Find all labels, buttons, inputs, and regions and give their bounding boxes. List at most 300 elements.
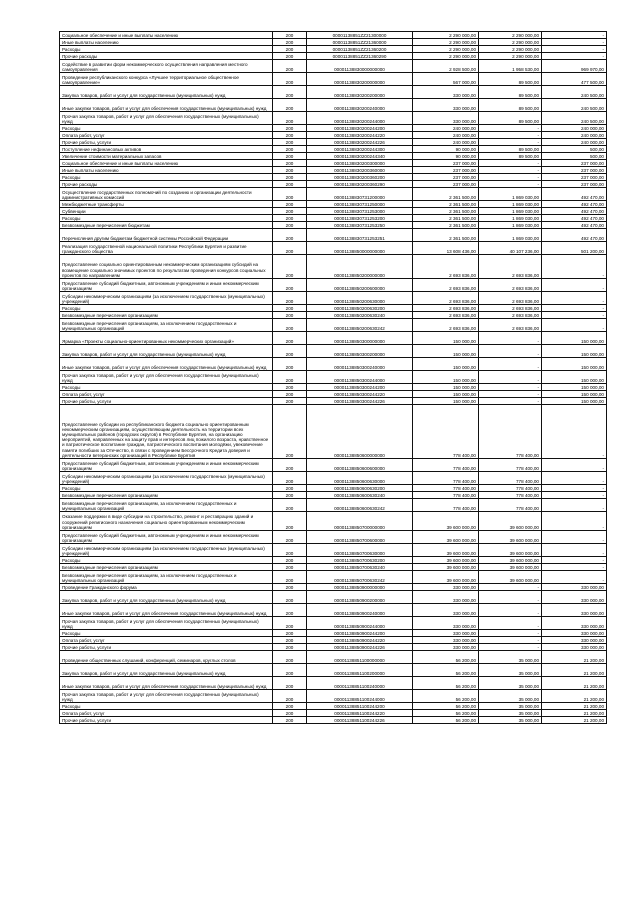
row-line-code: 200: [273, 651, 307, 664]
row-classification-code: 00001138850700630240: [307, 564, 413, 571]
row-classification-code: 00001138850200630200: [307, 305, 413, 312]
row-approved-amount: 39 600 000,00: [413, 571, 479, 584]
table-row: [60, 215, 607, 222]
row-name: Расходы: [60, 305, 273, 312]
row-line-code: 200: [273, 292, 307, 305]
row-name: Прочие работы, услуги: [60, 717, 273, 724]
row-approved-amount: 778 400,00: [413, 405, 479, 459]
row-executed-amount: 39 600 000,00: [479, 557, 542, 564]
row-executed-amount: 1 869 030,00: [479, 222, 542, 229]
row-approved-amount: 2 290 000,00: [413, 53, 479, 60]
row-line-code: 200: [273, 664, 307, 677]
row-approved-amount: 90 000,00: [413, 146, 479, 153]
row-name: Иные выплаты населению: [60, 167, 273, 174]
row-name: Прочие расходы: [60, 53, 273, 60]
row-name: Социальное обеспечение и иные выплаты населению: [60, 160, 273, 167]
row-approved-amount: 150 000,00: [413, 391, 479, 398]
row-approved-amount: 330 000,00: [413, 637, 479, 644]
row-executed-amount: 1 869 030,00: [479, 229, 542, 242]
row-name: Закупка товаров, работ и услуг для государственных (муниципальных) нужд: [60, 664, 273, 677]
row-executed-amount: 778 400,00: [479, 492, 542, 499]
row-line-code: 200: [273, 544, 307, 557]
row-unexecuted-amount: 150 000,00: [542, 398, 607, 405]
row-approved-amount: 56 200,00: [413, 690, 479, 703]
row-unexecuted-amount: -: [542, 312, 607, 319]
table-row: [60, 312, 607, 319]
table-row: [60, 677, 607, 690]
row-unexecuted-amount: -: [542, 305, 607, 312]
row-executed-amount: 2 693 836,00: [479, 319, 542, 332]
row-approved-amount: 330 000,00: [413, 591, 479, 604]
row-line-code: 200: [273, 492, 307, 499]
row-approved-amount: 39 600 000,00: [413, 544, 479, 557]
row-unexecuted-amount: 21 200,00: [542, 664, 607, 677]
row-name: Прочая закупка товаров, работ и услуг для обеспечения государственных (муниципальных) нужд: [60, 690, 273, 703]
row-unexecuted-amount: -: [542, 39, 607, 46]
row-approved-amount: 2 693 836,00: [413, 312, 479, 319]
table-row: [60, 617, 607, 630]
row-approved-amount: 2 361 500,00: [413, 229, 479, 242]
row-executed-amount: 89 500,00: [479, 86, 542, 99]
row-classification-code: 00001138830200240000: [307, 99, 413, 112]
table-row: [60, 345, 607, 358]
row-approved-amount: 150 000,00: [413, 371, 479, 384]
row-approved-amount: 778 400,00: [413, 485, 479, 492]
row-unexecuted-amount: 492 470,00: [542, 215, 607, 222]
row-classification-code: 00001138830200244340: [307, 153, 413, 160]
row-name: Прочие расходы: [60, 181, 273, 188]
row-line-code: 200: [273, 499, 307, 512]
row-name: Предоставление субсидий бюджетным, автономным учреждениям и иным некоммерческим организациям: [60, 279, 273, 292]
row-unexecuted-amount: 477 500,00: [542, 73, 607, 86]
row-executed-amount: -: [479, 132, 542, 139]
row-executed-amount: 1 869 030,00: [479, 215, 542, 222]
row-executed-amount: -: [479, 371, 542, 384]
row-classification-code: 00001138850700000000: [307, 512, 413, 531]
row-classification-code: 00001138830731250000: [307, 201, 413, 208]
row-line-code: 200: [273, 305, 307, 312]
row-executed-amount: 2 693 836,00: [479, 255, 542, 279]
row-unexecuted-amount: -: [542, 544, 607, 557]
row-name: Проведение республиканского конкурса «Лучшее территориальное общественное самоуправление»: [60, 73, 273, 86]
row-name: Безвозмездные перечисления организациям, за исключением государственных и муниципальных организаций: [60, 571, 273, 584]
row-executed-amount: -: [479, 617, 542, 630]
table-row: [60, 39, 607, 46]
row-classification-code: 00001138851ZZ21360200: [307, 46, 413, 53]
row-line-code: 200: [273, 132, 307, 139]
row-unexecuted-amount: 237 000,00: [542, 181, 607, 188]
row-name: Иные закупки товаров, работ и услуг для обеспечения государственных (муниципальных) нужд: [60, 358, 273, 371]
table-row: [60, 492, 607, 499]
row-unexecuted-amount: -: [542, 32, 607, 39]
row-approved-amount: 778 400,00: [413, 499, 479, 512]
row-name: Иные закупки товаров, работ и услуг для обеспечения государственных (муниципальных) нужд: [60, 99, 273, 112]
table-row: [60, 60, 607, 73]
row-unexecuted-amount: 21 200,00: [542, 717, 607, 724]
row-approved-amount: 330 000,00: [413, 584, 479, 591]
row-name: Предоставление субсидии из республиканского бюджета социально ориентированным некоммерческим организациям, осуществляющим деятельность на территории всех муниципальных районов (городских округов) в Республике Бурятия, на организацию мероприятий, направленных на защиту прав и интересов лиц пожилого возраста, нравственное и патриотическое воспитание граждан, патриотического воспитания молодёжи, увековечение памяти погибших за Отечество, в связи с проведением Бессрочного Кредита доверия и деятельности ветеранских организаций в Республике Бурятия: [60, 405, 273, 459]
row-unexecuted-amount: 330 000,00: [542, 637, 607, 644]
row-line-code: 200: [273, 677, 307, 690]
row-name: Безвозмездные перечисления организациям: [60, 492, 273, 499]
row-executed-amount: -: [479, 604, 542, 617]
row-name: Ярмарка «Проекты социально-ориентированных некоммерческих организаций»: [60, 332, 273, 345]
row-unexecuted-amount: -: [542, 279, 607, 292]
row-name: Иные закупки товаров, работ и услуг для обеспечения государственных (муниципальных) нужд: [60, 604, 273, 617]
row-approved-amount: 240 000,00: [413, 132, 479, 139]
row-name: Предоставление субсидий бюджетным, автономным учреждениям и иным некоммерческим организациям: [60, 459, 273, 472]
row-line-code: 200: [273, 703, 307, 710]
row-unexecuted-amount: 240 000,00: [542, 125, 607, 132]
row-classification-code: 00001138830200360200: [307, 174, 413, 181]
row-executed-amount: 35 000,00: [479, 651, 542, 664]
table-row: [60, 229, 607, 242]
row-line-code: 200: [273, 398, 307, 405]
row-classification-code: 00001138830200244200: [307, 125, 413, 132]
row-executed-amount: 89 500,00: [479, 153, 542, 160]
row-classification-code: 00001138850300244226: [307, 398, 413, 405]
row-executed-amount: -: [479, 174, 542, 181]
row-executed-amount: -: [479, 391, 542, 398]
table-row: [60, 174, 607, 181]
table-row: [60, 73, 607, 86]
table-row: [60, 208, 607, 215]
row-approved-amount: 39 600 000,00: [413, 564, 479, 571]
row-line-code: 200: [273, 644, 307, 651]
row-unexecuted-amount: -: [542, 46, 607, 53]
row-unexecuted-amount: 237 000,00: [542, 167, 607, 174]
row-approved-amount: 2 693 836,00: [413, 279, 479, 292]
row-classification-code: 00001138851100244220: [307, 710, 413, 717]
row-unexecuted-amount: -: [542, 405, 607, 459]
table-row: [60, 485, 607, 492]
row-approved-amount: 150 000,00: [413, 398, 479, 405]
row-line-code: 200: [273, 46, 307, 53]
table-row: [60, 125, 607, 132]
table-row: [60, 459, 607, 472]
row-name: Содействие в развитии форм некоммерческого осуществления направления местного самоуправления: [60, 60, 273, 73]
row-line-code: 200: [273, 60, 307, 73]
table-row: [60, 153, 607, 160]
row-executed-amount: 1 869 030,00: [479, 201, 542, 208]
row-name: Безвозмездные перечисления организациям, за исключением государственных и муниципальных организаций: [60, 319, 273, 332]
row-executed-amount: 35 000,00: [479, 717, 542, 724]
row-classification-code: 00001138850200630242: [307, 319, 413, 332]
row-line-code: 200: [273, 717, 307, 724]
row-classification-code: 00001138850300244000: [307, 371, 413, 384]
table-row: [60, 544, 607, 557]
row-classification-code: 00001138830200244220: [307, 132, 413, 139]
table-row: [60, 717, 607, 724]
table-row: [60, 371, 607, 384]
row-classification-code: 00001138850900200000: [307, 591, 413, 604]
row-name: Субсидии некоммерческим организациям (за исключением государственных (муниципальных) учреждений): [60, 544, 273, 557]
row-unexecuted-amount: 969 970,00: [542, 60, 607, 73]
row-line-code: 200: [273, 312, 307, 319]
row-approved-amount: 56 200,00: [413, 703, 479, 710]
row-line-code: 200: [273, 617, 307, 630]
table-row: [60, 112, 607, 125]
row-classification-code: 00001138830731253250: [307, 222, 413, 229]
row-unexecuted-amount: 240 500,00: [542, 86, 607, 99]
row-approved-amount: 237 000,00: [413, 160, 479, 167]
row-line-code: 200: [273, 229, 307, 242]
row-unexecuted-amount: 21 200,00: [542, 710, 607, 717]
row-executed-amount: 1 869 030,00: [479, 208, 542, 215]
row-unexecuted-amount: 150 000,00: [542, 384, 607, 391]
row-classification-code: 00001138830731200000: [307, 188, 413, 201]
row-name: Предоставление субсидий бюджетным, автономным учреждениям и иным некоммерческим организациям: [60, 531, 273, 544]
row-executed-amount: 39 600 000,00: [479, 544, 542, 557]
row-approved-amount: 330 000,00: [413, 86, 479, 99]
row-name: Закупка товаров, работ и услуг для государственных (муниципальных) нужд: [60, 591, 273, 604]
row-name: Осуществление государственных полномочий по созданию и организации деятельности административных комиссий: [60, 188, 273, 201]
row-executed-amount: 2 693 836,00: [479, 312, 542, 319]
row-line-code: 200: [273, 188, 307, 201]
row-unexecuted-amount: 150 000,00: [542, 358, 607, 371]
row-line-code: 200: [273, 584, 307, 591]
row-approved-amount: 2 693 836,00: [413, 305, 479, 312]
row-line-code: 200: [273, 279, 307, 292]
row-line-code: 200: [273, 174, 307, 181]
row-unexecuted-amount: 330 000,00: [542, 617, 607, 630]
row-line-code: 200: [273, 512, 307, 531]
row-executed-amount: 35 000,00: [479, 703, 542, 710]
row-unexecuted-amount: 21 200,00: [542, 677, 607, 690]
row-line-code: 200: [273, 332, 307, 345]
row-approved-amount: 2 361 500,00: [413, 188, 479, 201]
table-row: [60, 255, 607, 279]
row-executed-amount: 2 290 000,00: [479, 32, 542, 39]
row-classification-code: 00001138850300244220: [307, 391, 413, 398]
table-row: [60, 305, 607, 312]
row-classification-code: 00001138851100244200: [307, 703, 413, 710]
table-row: [60, 319, 607, 332]
row-executed-amount: 35 000,00: [479, 690, 542, 703]
row-name: Социальное обеспечение и иные выплаты населению: [60, 32, 273, 39]
table-row: [60, 651, 607, 664]
row-classification-code: 00001138851100240000: [307, 677, 413, 690]
row-name: Прочая закупка товаров, работ и услуг для обеспечения государственных (муниципальных) нужд: [60, 112, 273, 125]
table-row: [60, 139, 607, 146]
row-executed-amount: 2 290 000,00: [479, 53, 542, 60]
row-approved-amount: 2 290 000,00: [413, 32, 479, 39]
row-line-code: 200: [273, 405, 307, 459]
row-classification-code: 00001138851100244000: [307, 690, 413, 703]
row-approved-amount: 778 400,00: [413, 492, 479, 499]
row-unexecuted-amount: -: [542, 564, 607, 571]
row-line-code: 200: [273, 358, 307, 371]
row-classification-code: 00001138850200000000: [307, 255, 413, 279]
row-line-code: 200: [273, 201, 307, 208]
table-row: [60, 384, 607, 391]
row-approved-amount: 39 600 000,00: [413, 512, 479, 531]
row-approved-amount: 778 400,00: [413, 459, 479, 472]
row-classification-code: 00001138850300200000: [307, 345, 413, 358]
row-executed-amount: 1 958 530,00: [479, 60, 542, 73]
row-line-code: 200: [273, 86, 307, 99]
table-row: [60, 242, 607, 255]
row-classification-code: 00001138850700630000: [307, 544, 413, 557]
table-row: [60, 690, 607, 703]
row-approved-amount: 13 608 436,00: [413, 242, 479, 255]
row-classification-code: 00001138850900244200: [307, 630, 413, 637]
row-classification-code: 00001138830200244226: [307, 139, 413, 146]
row-approved-amount: 2 290 000,00: [413, 39, 479, 46]
row-executed-amount: -: [479, 345, 542, 358]
row-unexecuted-amount: -: [542, 512, 607, 531]
row-approved-amount: 237 000,00: [413, 174, 479, 181]
row-line-code: 200: [273, 167, 307, 174]
row-classification-code: 00001138850300244200: [307, 384, 413, 391]
row-name: Оплата работ, услуг: [60, 391, 273, 398]
row-line-code: 200: [273, 146, 307, 153]
row-line-code: 200: [273, 139, 307, 146]
row-classification-code: 00001138830000000000: [307, 60, 413, 73]
row-executed-amount: 1 869 030,00: [479, 188, 542, 201]
row-unexecuted-amount: 330 000,00: [542, 584, 607, 591]
row-line-code: 200: [273, 160, 307, 167]
row-classification-code: 00001138850900244226: [307, 644, 413, 651]
row-name: Прочие работы, услуги: [60, 644, 273, 651]
table-row: [60, 644, 607, 651]
row-executed-amount: 778 400,00: [479, 459, 542, 472]
row-classification-code: 00001138851100200000: [307, 664, 413, 677]
table-row: [60, 710, 607, 717]
table-row: [60, 391, 607, 398]
row-classification-code: 00001138850300240000: [307, 358, 413, 371]
row-unexecuted-amount: 237 000,00: [542, 160, 607, 167]
table-row: [60, 358, 607, 371]
table-row: [60, 604, 607, 617]
row-executed-amount: -: [479, 332, 542, 345]
row-executed-amount: -: [479, 630, 542, 637]
row-unexecuted-amount: 330 000,00: [542, 630, 607, 637]
table-row: [60, 512, 607, 531]
row-classification-code: 00001138830200244300: [307, 146, 413, 153]
row-executed-amount: -: [479, 358, 542, 371]
row-executed-amount: -: [479, 125, 542, 132]
row-name: Субсидии некоммерческим организациям (за исключением государственных (муниципальных) учреждений): [60, 472, 273, 485]
row-name: Расходы: [60, 384, 273, 391]
row-unexecuted-amount: -: [542, 459, 607, 472]
row-approved-amount: 150 000,00: [413, 358, 479, 371]
row-approved-amount: 237 000,00: [413, 167, 479, 174]
table-row: [60, 201, 607, 208]
row-line-code: 200: [273, 391, 307, 398]
row-approved-amount: 2 361 500,00: [413, 215, 479, 222]
row-line-code: 200: [273, 604, 307, 617]
row-line-code: 200: [273, 564, 307, 571]
row-classification-code: 00001138830731253200: [307, 215, 413, 222]
row-unexecuted-amount: -: [542, 292, 607, 305]
row-name: Субвенции: [60, 208, 273, 215]
row-executed-amount: 2 290 000,00: [479, 46, 542, 53]
table-row: [60, 703, 607, 710]
row-approved-amount: 56 200,00: [413, 651, 479, 664]
row-unexecuted-amount: 21 200,00: [542, 703, 607, 710]
row-approved-amount: 2 361 500,00: [413, 222, 479, 229]
row-unexecuted-amount: -: [542, 53, 607, 60]
row-unexecuted-amount: 500,00: [542, 153, 607, 160]
table-row: [60, 181, 607, 188]
row-classification-code: 00001138851100000000: [307, 651, 413, 664]
row-unexecuted-amount: 237 000,00: [542, 174, 607, 181]
row-classification-code: 00001138830200300000: [307, 160, 413, 167]
row-approved-amount: 237 000,00: [413, 181, 479, 188]
row-approved-amount: 90 000,00: [413, 153, 479, 160]
row-name: Межбюджетные трансферты: [60, 201, 273, 208]
row-name: Проведение общественных слушаний, конференций, семинаров, круглых столов: [60, 651, 273, 664]
row-classification-code: 00001138850900244220: [307, 637, 413, 644]
table-row: [60, 405, 607, 459]
row-unexecuted-amount: 240 500,00: [542, 99, 607, 112]
row-approved-amount: 240 000,00: [413, 139, 479, 146]
row-name: Прочая закупка товаров, работ и услуг для обеспечения государственных (муниципальных) нужд: [60, 371, 273, 384]
row-name: Прочие работы, услуги: [60, 139, 273, 146]
row-executed-amount: -: [479, 160, 542, 167]
table-row: [60, 332, 607, 345]
row-name: Прочая закупка товаров, работ и услуг для обеспечения государственных (муниципальных) нужд: [60, 617, 273, 630]
row-unexecuted-amount: 330 000,00: [542, 591, 607, 604]
row-line-code: 200: [273, 459, 307, 472]
row-executed-amount: -: [479, 591, 542, 604]
row-approved-amount: 56 200,00: [413, 664, 479, 677]
row-executed-amount: 89 500,00: [479, 99, 542, 112]
table-row: [60, 46, 607, 53]
row-name: Расходы: [60, 703, 273, 710]
row-line-code: 200: [273, 53, 307, 60]
row-name: Иные выплаты населению: [60, 39, 273, 46]
row-classification-code: 00001138830200244000: [307, 112, 413, 125]
row-unexecuted-amount: -: [542, 319, 607, 332]
row-executed-amount: 778 400,00: [479, 485, 542, 492]
table-row: [60, 564, 607, 571]
row-name: Расходы: [60, 630, 273, 637]
row-unexecuted-amount: -: [542, 255, 607, 279]
row-line-code: 200: [273, 557, 307, 564]
row-approved-amount: 56 200,00: [413, 677, 479, 690]
row-executed-amount: 89 500,00: [479, 73, 542, 86]
table-row: [60, 222, 607, 229]
row-name: Иные закупки товаров, работ и услуг для обеспечения государственных (муниципальных) нужд: [60, 677, 273, 690]
row-classification-code: 00001138830731253251: [307, 229, 413, 242]
row-unexecuted-amount: -: [542, 492, 607, 499]
table-row: [60, 664, 607, 677]
row-name: Расходы: [60, 46, 273, 53]
table-row: [60, 591, 607, 604]
row-line-code: 200: [273, 208, 307, 215]
table-row: [60, 86, 607, 99]
row-approved-amount: 39 600 000,00: [413, 557, 479, 564]
row-unexecuted-amount: -: [542, 571, 607, 584]
row-classification-code: 00001138850900240000: [307, 604, 413, 617]
row-line-code: 200: [273, 215, 307, 222]
row-executed-amount: 2 290 000,00: [479, 39, 542, 46]
row-executed-amount: 39 600 000,00: [479, 512, 542, 531]
table-row: [60, 637, 607, 644]
table-row: [60, 630, 607, 637]
row-unexecuted-amount: 501 200,00: [542, 242, 607, 255]
row-line-code: 200: [273, 637, 307, 644]
row-approved-amount: 330 000,00: [413, 617, 479, 630]
row-unexecuted-amount: 150 000,00: [542, 345, 607, 358]
row-approved-amount: 2 693 836,00: [413, 319, 479, 332]
row-executed-amount: -: [479, 644, 542, 651]
row-unexecuted-amount: 330 000,00: [542, 644, 607, 651]
row-classification-code: 00001138851ZZ21300000: [307, 32, 413, 39]
row-line-code: 200: [273, 153, 307, 160]
